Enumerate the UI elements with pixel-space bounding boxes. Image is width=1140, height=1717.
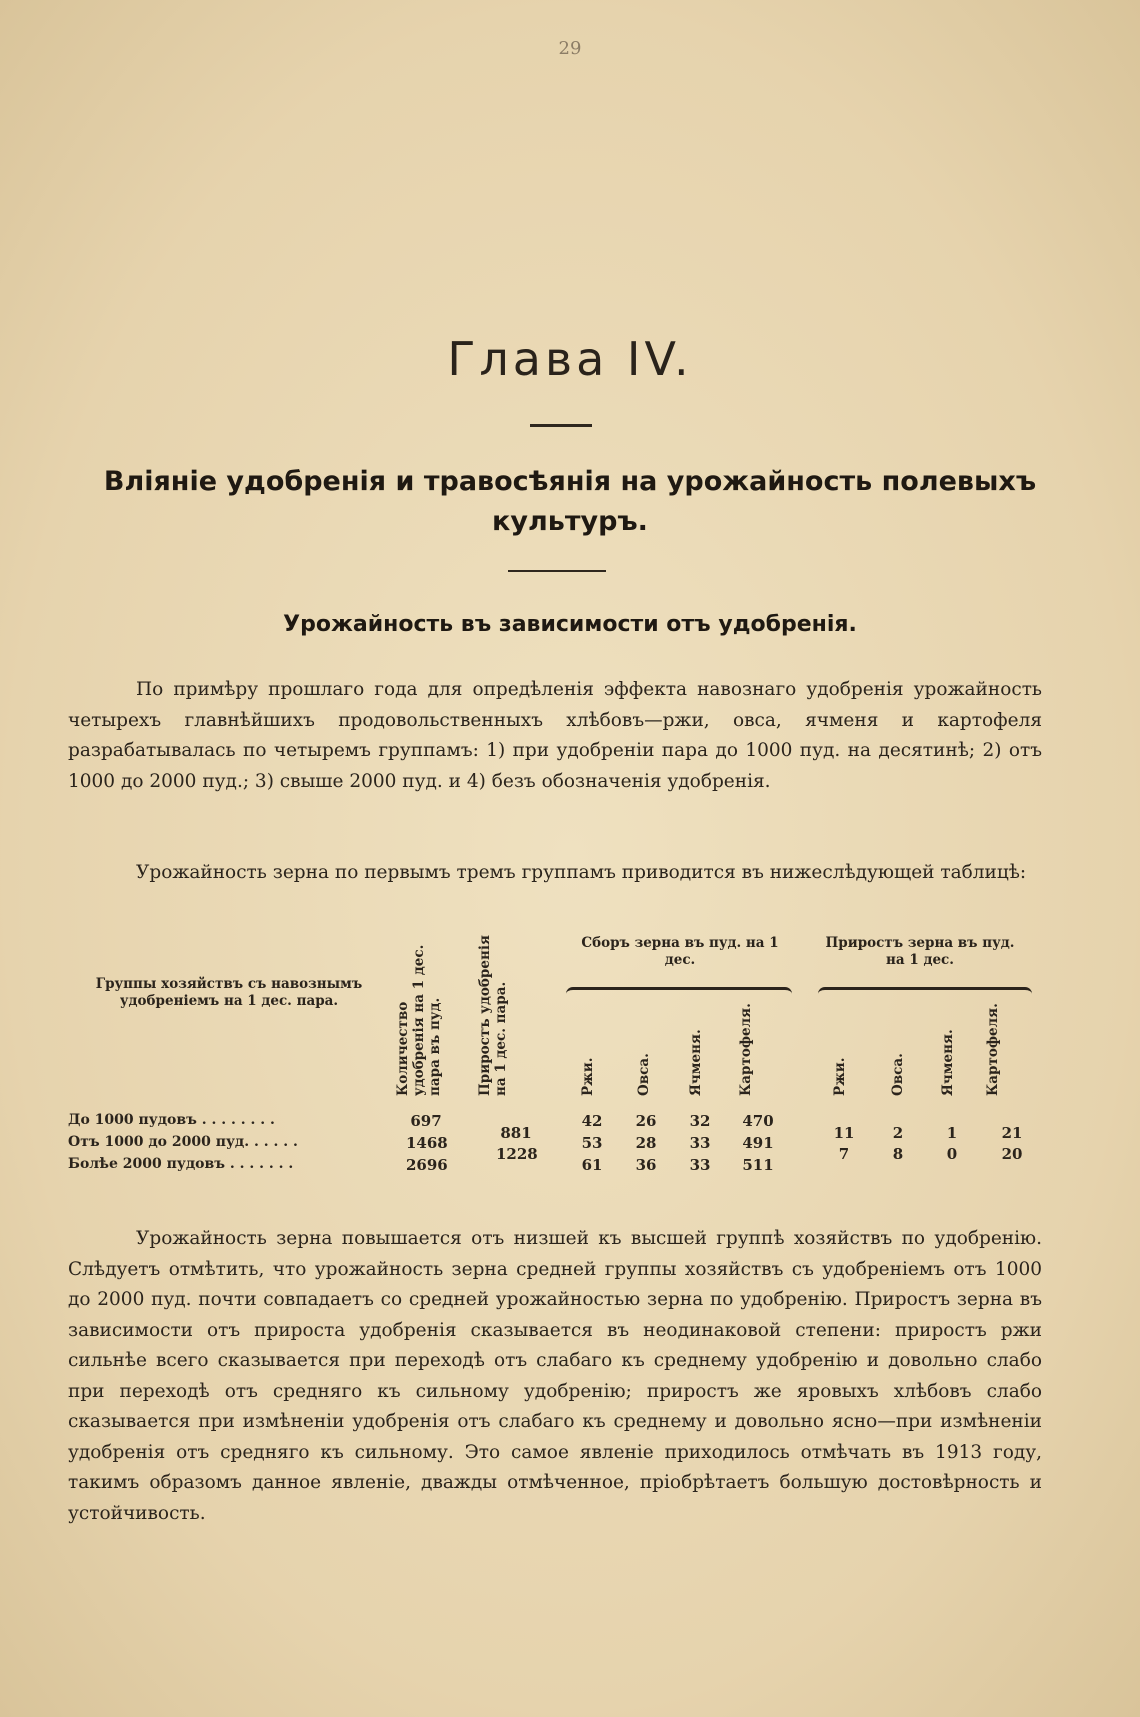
harvest-crop-barley: Ячменя. [688, 1029, 704, 1096]
harvest-header: Сборъ зерна въ пуд. на 1 дес. [581, 935, 779, 968]
cell-harvest-r3-rye: 61 [581, 1156, 603, 1174]
cell-quantity-2: 1468 [406, 1134, 448, 1152]
cell-growth-r1-barley: 1 [946, 1124, 958, 1142]
cell-growth-r2-barley: 0 [946, 1145, 958, 1163]
cell-harvest-r2-oats: 28 [635, 1134, 657, 1152]
page-number: 29 [558, 38, 582, 59]
paragraph-2: Урожайность зерна по первымъ тремъ группамъ приводится въ нижеслѣдующей таблицѣ: [136, 862, 1027, 883]
chapter-heading: Глава IV. [447, 332, 693, 386]
harvest-crop-rye: Ржи. [580, 1057, 596, 1096]
cell-harvest-r3-oats: 36 [635, 1156, 657, 1174]
growth-crop-potato: Картофеля. [985, 1003, 1001, 1096]
row-label-1: До 1000 пудовъ . . . . . . . . [68, 1112, 275, 1128]
cell-harvest-r1-barley: 32 [689, 1112, 711, 1130]
growth-brace [818, 987, 1032, 994]
paragraph-3: Урожайность зерна повышается отъ низшей къ высшей группѣ хозяйствъ по удобренію. Слѣдуетъ отмѣтить, что урожайность зерна средней группы хозяйствъ съ удобреніемъ отъ 1000 до 2000 пуд. почти совпадаетъ со средней урожайностью зерна по удобренію. Приростъ зерна въ зависимости отъ прироста удобренія сказывается въ неодинаковой степени: приростъ ржи сильнѣе всего сказывается при переходѣ отъ слабаго къ среднему удобренію и довольно слабо при переходѣ отъ средняго къ сильному удобренію; приростъ же яровыхъ хлѣбовъ слабо сказывается при измѣненіи удобренія отъ слабаго къ среднему и довольно ясно—при измѣненіи удобренія отъ средняго къ сильному. Это самое явленіе приходилось отмѣчать въ 1913 году, такимъ образомъ данное явленіе, дважды отмѣченное, пріобрѣтаетъ большую достовѣрность и устойчивость. [68, 1228, 1042, 1524]
title-rule [508, 570, 606, 572]
cell-growth-r1-oats: 2 [892, 1124, 904, 1142]
cell-increase-2: 1228 [496, 1145, 538, 1163]
cell-harvest-r2-potato: 491 [742, 1134, 774, 1152]
row-label-3: Болѣе 2000 пудовъ . . . . . . . [68, 1156, 294, 1172]
growth-crop-barley: Ячменя. [940, 1029, 956, 1096]
cell-quantity-3: 2696 [406, 1156, 448, 1174]
chapter-title: Вліяніе удобренія и травосѣянія на урожайность полевыхъ культуръ. [103, 466, 1037, 537]
cell-increase-1: 881 [500, 1124, 532, 1142]
section-subtitle: Урожайность въ зависимости отъ удобренія. [283, 612, 857, 637]
cell-quantity-1: 697 [410, 1112, 442, 1130]
cell-harvest-r1-oats: 26 [635, 1112, 657, 1130]
growth-crop-rye: Ржи. [832, 1057, 848, 1096]
row-label-2: Отъ 1000 до 2000 пуд. . . . . . [68, 1134, 298, 1150]
cell-harvest-r2-barley: 33 [689, 1134, 711, 1152]
cell-growth-r1-potato: 21 [1001, 1124, 1023, 1142]
cell-harvest-r1-potato: 470 [742, 1112, 774, 1130]
cell-growth-r2-rye: 7 [838, 1145, 850, 1163]
col-increase-header: Приростъ удобренія на 1 дес. пара. [477, 935, 509, 1096]
harvest-crop-oats: Овса. [636, 1053, 652, 1096]
cell-harvest-r2-rye: 53 [581, 1134, 603, 1152]
cell-growth-r2-oats: 8 [892, 1145, 904, 1163]
col-quantity-header: Количество удобренія на 1 дес. пара въ пуд. [395, 944, 443, 1096]
growth-crop-oats: Овса. [890, 1053, 906, 1096]
growth-header: Приростъ зерна въ пуд. на 1 дес. [825, 935, 1015, 968]
cell-harvest-r3-potato: 511 [742, 1156, 774, 1174]
cell-harvest-r1-rye: 42 [581, 1112, 603, 1130]
cell-harvest-r3-barley: 33 [689, 1156, 711, 1174]
harvest-brace [566, 987, 792, 994]
paragraph-1: По примѣру прошлаго года для опредѣленія эффекта навознаго удобренія урожайность четырехъ главнѣйшихъ продовольственныхъ хлѣбовъ—ржи, овса, ячменя и картофеля разрабатывалась по четыремъ группамъ: 1) при удобреніи пара до 1000 пуд. на десятинѣ; 2) отъ 1000 до 2000 пуд.; 3) свыше 2000 пуд. и 4) безъ обозначенія удобренія. [68, 679, 1042, 792]
group-header: Группы хозяйствъ съ навознымъ удобреніемъ на 1 дес. пара. [95, 976, 363, 1009]
cell-growth-r2-potato: 20 [1001, 1145, 1023, 1163]
chapter-rule [530, 424, 592, 427]
harvest-crop-potato: Картофеля. [738, 1003, 754, 1096]
cell-growth-r1-rye: 11 [833, 1124, 855, 1142]
